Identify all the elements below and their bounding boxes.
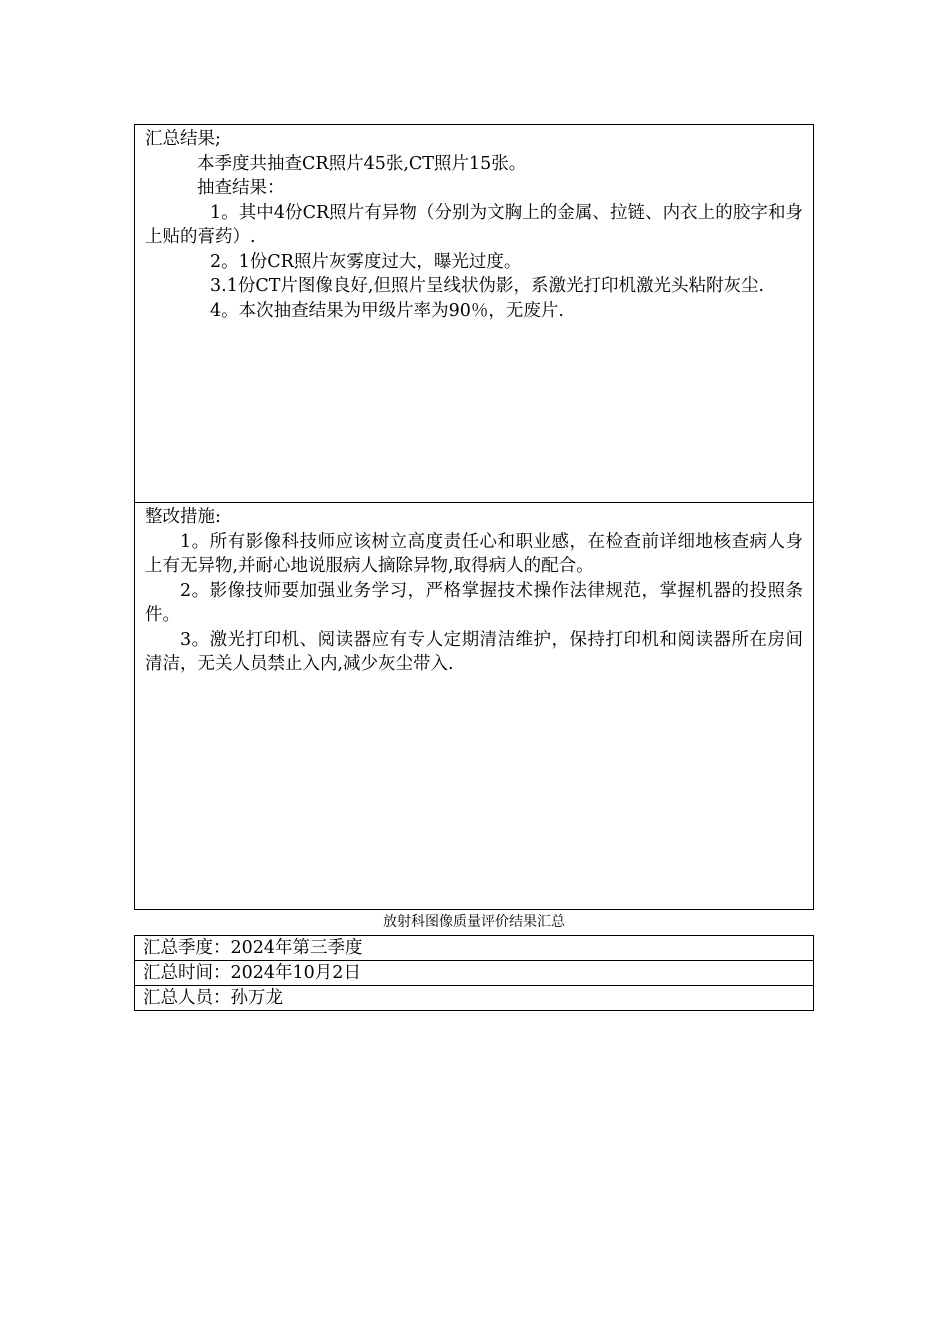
measures-heading: 整改措施: — [145, 507, 221, 527]
summary-time-cell: 汇总时间：2024年10月2日 — [135, 961, 814, 986]
summary-item-2: 2。1份CR照片灰雾度过大，曝光过度。 — [210, 251, 522, 272]
measures-section — [134, 502, 814, 910]
results-label: 抽查结果： — [197, 178, 285, 198]
summary-intro: 本季度共抽查CR照片45张,CT照片15张。 — [197, 153, 527, 174]
table-row — [135, 986, 814, 1011]
measures-item-3: 3。激光打印机、阅读器应有专人定期清洁维护，保持打印机和阅读器所在房间清洁，无关人员禁止入内,减少灰尘带入. — [145, 629, 803, 674]
summary-heading: 汇总结果; — [145, 129, 221, 149]
measures-item-2: 2。影像技师要加强业务学习，严格掌握技术操作法律规范，掌握机器的投照条件。 — [145, 580, 803, 625]
table-caption: 放射科图像质量评价结果汇总 — [383, 914, 565, 930]
summary-item-4: 4。本次抽查结果为甲级片率为90％，无废片. — [210, 300, 564, 321]
summary-person-cell: 汇总人员：孙万龙 — [135, 986, 814, 1011]
table-row — [135, 936, 814, 961]
summary-quarter-cell: 汇总季度：2024年第三季度 — [135, 936, 814, 961]
summary-section — [134, 124, 814, 503]
info-table — [134, 935, 814, 1011]
measures-item-1: 1。所有影像科技师应该树立高度责任心和职业感，在检查前详细地核查病人身上有无异物,并耐心地说服病人摘除异物,取得病人的配合。 — [145, 531, 803, 576]
table-row — [135, 961, 814, 986]
summary-item-3: 3.1份CT片图像良好,但照片呈线状伪影，系激光打印机激光头粘附灰尘. — [210, 276, 765, 296]
summary-item-1: 1。其中4份CR照片有异物（分别为文胸上的金属、拉链、内衣上的胶字和身上贴的膏药）. — [145, 202, 803, 247]
